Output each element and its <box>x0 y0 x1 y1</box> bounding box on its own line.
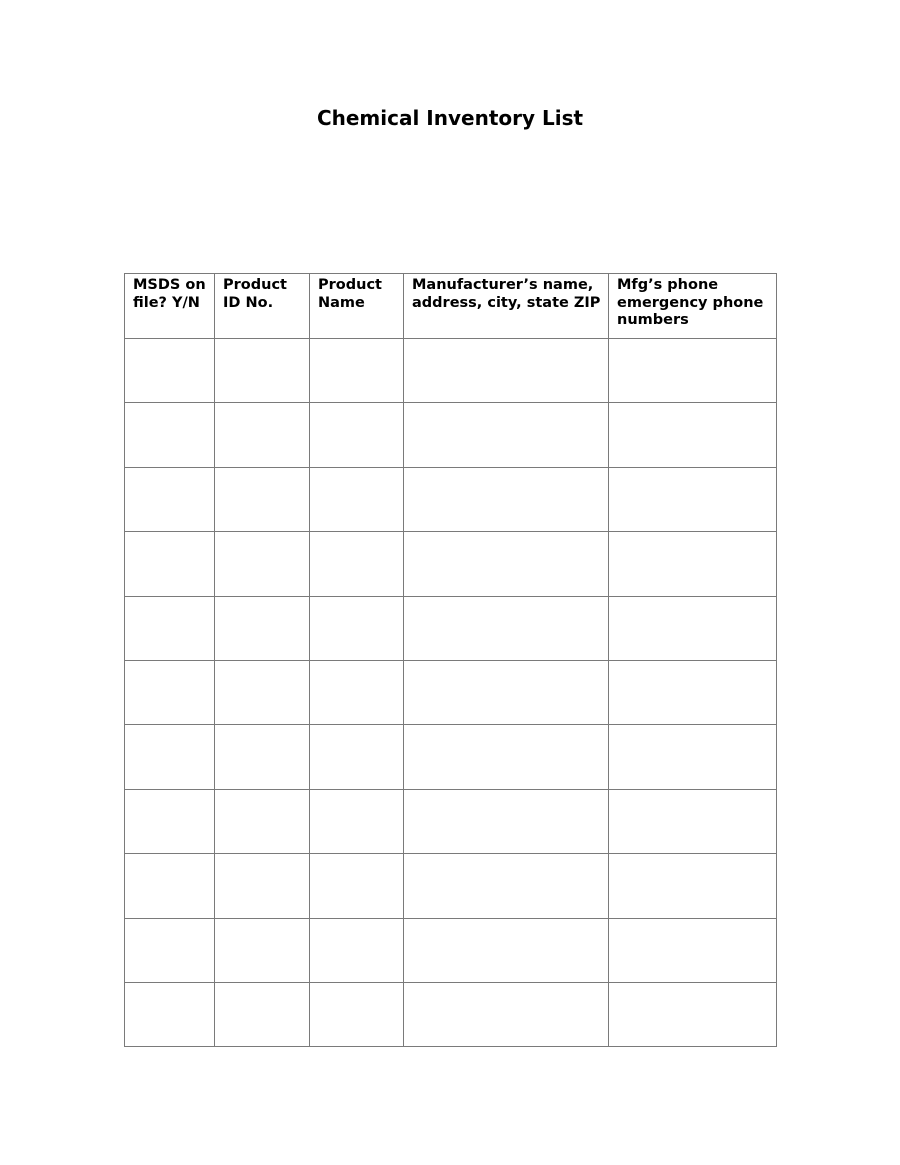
cell-msds-on-file[interactable] <box>125 467 215 531</box>
cell-msds-on-file[interactable] <box>125 918 215 982</box>
cell-product-id[interactable] <box>215 532 310 596</box>
cell-msds-on-file[interactable] <box>125 339 215 403</box>
cell-emergency-phone[interactable] <box>609 854 777 918</box>
cell-msds-on-file[interactable] <box>125 982 215 1046</box>
cell-manufacturer-address[interactable] <box>404 660 609 724</box>
table-row <box>125 789 777 853</box>
cell-product-id[interactable] <box>215 339 310 403</box>
cell-product-name[interactable] <box>310 596 404 660</box>
cell-emergency-phone[interactable] <box>609 596 777 660</box>
cell-manufacturer-address[interactable] <box>404 725 609 789</box>
table-row <box>125 982 777 1046</box>
cell-manufacturer-address[interactable] <box>404 596 609 660</box>
cell-product-id[interactable] <box>215 596 310 660</box>
cell-product-name[interactable] <box>310 660 404 724</box>
cell-emergency-phone[interactable] <box>609 789 777 853</box>
cell-product-id[interactable] <box>215 918 310 982</box>
cell-product-name[interactable] <box>310 532 404 596</box>
cell-product-name[interactable] <box>310 918 404 982</box>
cell-product-id[interactable] <box>215 854 310 918</box>
cell-msds-on-file[interactable] <box>125 596 215 660</box>
cell-product-name[interactable] <box>310 339 404 403</box>
cell-manufacturer-address[interactable] <box>404 339 609 403</box>
table-row <box>125 854 777 918</box>
cell-emergency-phone[interactable] <box>609 339 777 403</box>
cell-msds-on-file[interactable] <box>125 725 215 789</box>
cell-product-id[interactable] <box>215 660 310 724</box>
cell-manufacturer-address[interactable] <box>404 982 609 1046</box>
column-header-product-id: Product ID No. <box>215 274 310 339</box>
cell-msds-on-file[interactable] <box>125 532 215 596</box>
cell-product-name[interactable] <box>310 854 404 918</box>
column-header-manufacturer-address: Manufacturer’s name, address, city, state ZIP <box>404 274 609 339</box>
cell-product-name[interactable] <box>310 403 404 467</box>
cell-msds-on-file[interactable] <box>125 789 215 853</box>
cell-emergency-phone[interactable] <box>609 725 777 789</box>
cell-product-name[interactable] <box>310 982 404 1046</box>
cell-product-id[interactable] <box>215 789 310 853</box>
cell-product-id[interactable] <box>215 982 310 1046</box>
column-header-product-name: Product Name <box>310 274 404 339</box>
table-row <box>125 596 777 660</box>
table-row <box>125 725 777 789</box>
table-header-row <box>125 274 777 339</box>
cell-emergency-phone[interactable] <box>609 467 777 531</box>
cell-manufacturer-address[interactable] <box>404 918 609 982</box>
table-row <box>125 660 777 724</box>
cell-product-name[interactable] <box>310 789 404 853</box>
cell-manufacturer-address[interactable] <box>404 789 609 853</box>
chemical-inventory-table <box>124 273 777 1047</box>
table-row <box>125 532 777 596</box>
cell-manufacturer-address[interactable] <box>404 532 609 596</box>
cell-emergency-phone[interactable] <box>609 918 777 982</box>
cell-manufacturer-address[interactable] <box>404 403 609 467</box>
column-header-msds-on-file: MSDS on file? Y/N <box>125 274 215 339</box>
table-row <box>125 339 777 403</box>
table-row <box>125 467 777 531</box>
cell-msds-on-file[interactable] <box>125 660 215 724</box>
cell-manufacturer-address[interactable] <box>404 467 609 531</box>
table-row <box>125 918 777 982</box>
table-body <box>125 339 777 1047</box>
cell-emergency-phone[interactable] <box>609 660 777 724</box>
table-row <box>125 403 777 467</box>
cell-product-id[interactable] <box>215 725 310 789</box>
cell-product-name[interactable] <box>310 725 404 789</box>
cell-product-id[interactable] <box>215 467 310 531</box>
cell-manufacturer-address[interactable] <box>404 854 609 918</box>
cell-emergency-phone[interactable] <box>609 532 777 596</box>
cell-msds-on-file[interactable] <box>125 403 215 467</box>
page-title: Chemical Inventory List <box>316 106 584 130</box>
column-header-emergency-phone: Mfg’s phone emergency phone numbers <box>609 274 777 339</box>
cell-product-name[interactable] <box>310 467 404 531</box>
cell-emergency-phone[interactable] <box>609 982 777 1046</box>
cell-emergency-phone[interactable] <box>609 403 777 467</box>
cell-msds-on-file[interactable] <box>125 854 215 918</box>
cell-product-id[interactable] <box>215 403 310 467</box>
